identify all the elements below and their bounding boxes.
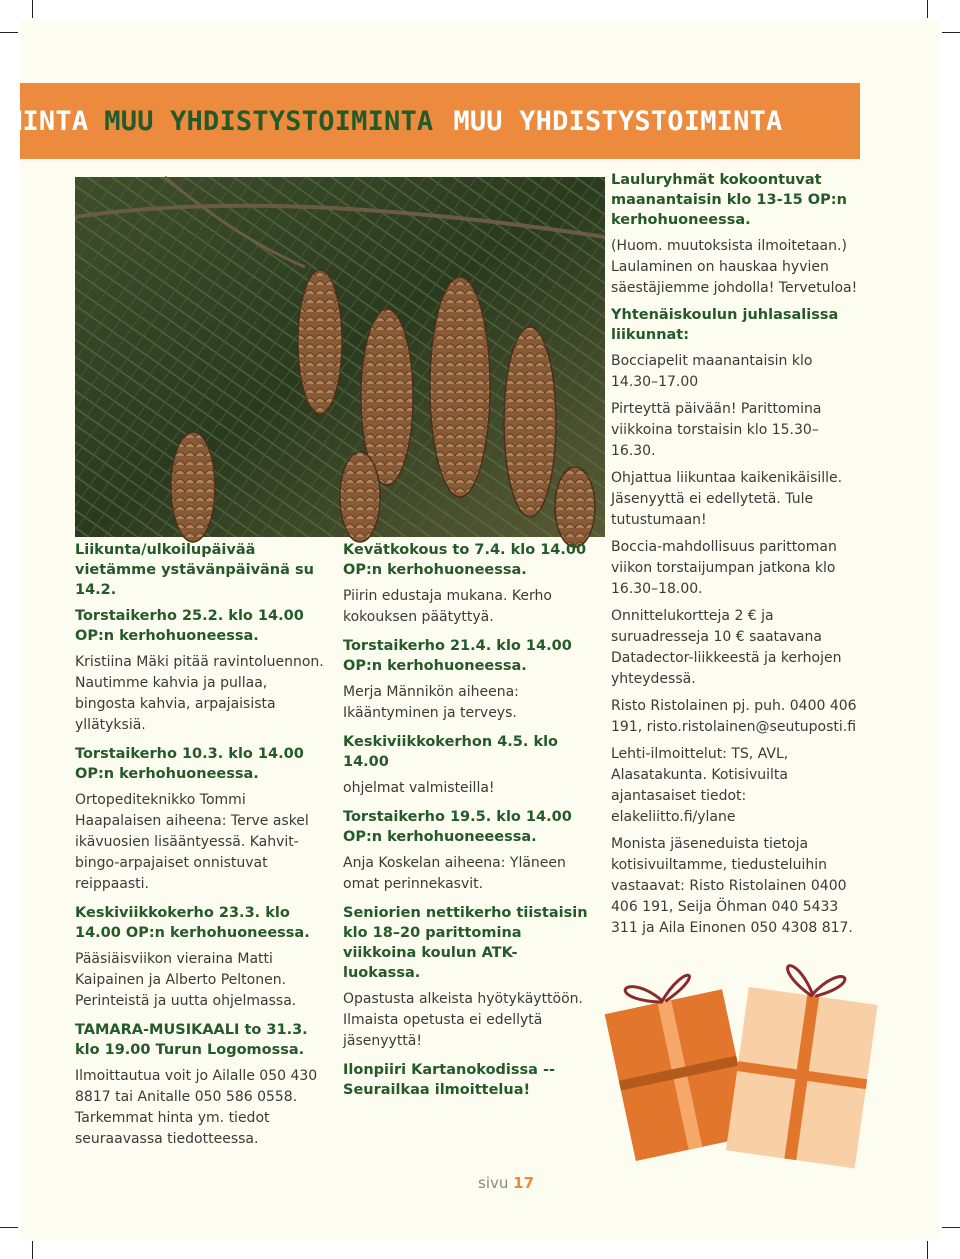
page-label: sivu: [478, 1174, 509, 1192]
event-heading: Torstaikerho 10.3. klo 14.00 OP:n kerhohuoneessa.: [75, 746, 304, 782]
event-text: Ilmoittautua voit jo Ailalle 050 430 8817 tai Anitalle 050 586 0558. Tarkemmat hinta ym. tiedot seuraavassa tiedotteessa.: [75, 1068, 318, 1147]
event-text: (Huom. muutoksista ilmoitetaan.) Laulaminen on hauskaa hyvien säestäjiemme johdolla! Tervetuloa!: [611, 238, 858, 296]
banner-text-1: MINTA: [6, 105, 89, 137]
event-text: Lehti-ilmoittelut: TS, AVL, Alasatakunta. Kotisivuilta ajantasaiset tiedot: elakeliitto.fi/ylane: [611, 746, 789, 825]
gift-boxes-illustration: [600, 940, 880, 1174]
crop-mark: [32, 0, 33, 18]
event-text: ohjelmat valmisteilla!: [343, 780, 495, 796]
event-text: Opastusta alkeista hyötykäyttöön. Ilmaista opetusta ei edellytä jäsenyyttä!: [343, 991, 584, 1049]
crop-mark: [927, 0, 928, 18]
event-text: [611, 537, 863, 600]
event-text: Merja Männikön aiheena: Ikääntyminen ja terveys.: [343, 684, 519, 721]
column-3: [611, 170, 863, 945]
event-label: Boccia-mahdollisuus: [611, 539, 755, 555]
spruce-cones-photo: [75, 177, 605, 537]
event-heading: TAMARA-MUSIKAALI to 31.3. klo 19.00 Turun Logomossa.: [75, 1022, 308, 1058]
column-2: [343, 540, 593, 1106]
event-heading: Yhtenäiskoulun juhlasalissa liikunnat:: [611, 307, 839, 343]
section-banner: [6, 83, 860, 159]
page-footer: [478, 1174, 534, 1192]
crop-mark: [0, 1227, 18, 1228]
event-heading: Liikunta/ulkoilupäivää vietämme ystävänpäivänä su 14.2.: [75, 542, 314, 598]
event-text: Anja Koskelan aiheena: Yläneen omat perinnekasvit.: [343, 855, 566, 892]
column-1: [75, 540, 325, 1158]
event-detail: parittoman viikon torstaijumpan jatkona klo 16.30–18.00.: [611, 539, 837, 597]
event-label: Bocciapelit: [611, 353, 688, 369]
event-heading: Seniorien nettikerho tiistaisin klo 18–20 parittomina viikkoina koulun ATK-luokassa.: [343, 905, 588, 981]
event-text: Pääsiäisviikon vieraina Matti Kaipainen ja Alberto Peltonen. Perinteistä ja uutta ohjelmassa.: [75, 951, 297, 1009]
event-label: Pirteyttä päivään!: [611, 401, 737, 417]
contact-text: Risto Ristolainen pj. puh. 0400 406 191, risto.ristolainen@seutuposti.fi: [611, 698, 857, 735]
event-heading: Ilonpiiri Kartanokodissa -- Seurailkaa ilmoittelua!: [343, 1062, 556, 1098]
event-text: Piirin edustaja mukana. Kerho kokouksen päätyttyä.: [343, 588, 552, 625]
event-heading: Torstaikerho 19.5. klo 14.00 OP:n kerhohuoneeessa.: [343, 809, 572, 845]
event-text: Onnittelukortteja 2 € ja suruadresseja 10 € saatavana Datadector-liikkeestä ja kerhojen yhteydessä.: [611, 608, 842, 687]
crop-mark: [942, 1227, 960, 1228]
event-text: [611, 351, 863, 393]
contact-text: Monista jäseneduista tietoja kotisivuiltamme, tiedusteluihin vastaavat: Risto Ristolainen 0400 406 191, Seija Öhman 040 5433 311 ja Aila Einonen 050 4308 817.: [611, 836, 853, 936]
crop-mark: [32, 1241, 33, 1259]
event-text: Ortopediteknikko Tommi Haapalaisen aiheena: Terve askel ikävuosien lisääntyessä. Kahvit-bingo-arpajaiset onnistuvat reippaasti.: [75, 792, 309, 892]
event-detail: Parittomina viikkoina torstaisin klo 15.30–16.30.: [611, 401, 822, 459]
page-number: 17: [513, 1174, 535, 1192]
event-heading: Keskiviikkokerho 23.3. klo 14.00 OP:n kerhohuoneessa.: [75, 905, 310, 941]
crop-mark: [0, 32, 18, 33]
event-text: [611, 399, 863, 462]
event-heading: Torstaikerho 21.4. klo 14.00 OP:n kerhohuoneessa.: [343, 638, 572, 674]
event-heading: Kevätkokous to 7.4. klo 14.00 OP:n kerhohuoneessa.: [343, 542, 587, 578]
banner-text-2: MUU YHDISTYSTOIMINTA: [104, 105, 434, 137]
event-heading: Torstaikerho 25.2. klo 14.00 OP:n kerhohuoneessa.: [75, 608, 304, 644]
event-heading: Lauluryhmät kokoontuvat maanantaisin klo 13-15 OP:n kerhohuoneessa.: [611, 172, 847, 228]
event-heading: Keskiviikkokerhon 4.5. klo 14.00: [343, 734, 559, 770]
event-detail: maanantaisin klo 14.30–17.00: [611, 353, 813, 390]
event-text: Ohjattua liikuntaa kaikenikäisille. Jäsenyyttä ei edellytetä. Tule tutustumaan!: [611, 470, 843, 528]
crop-mark: [942, 32, 960, 33]
crop-mark: [927, 1241, 928, 1259]
event-text: Kristiina Mäki pitää ravintoluennon. Nautimme kahvia ja pullaa, bingosta kahvia, arpajaisista yllätyksiä.: [75, 654, 324, 733]
banner-text-3: MUU YHDISTYSTOIMINTA: [453, 105, 783, 137]
